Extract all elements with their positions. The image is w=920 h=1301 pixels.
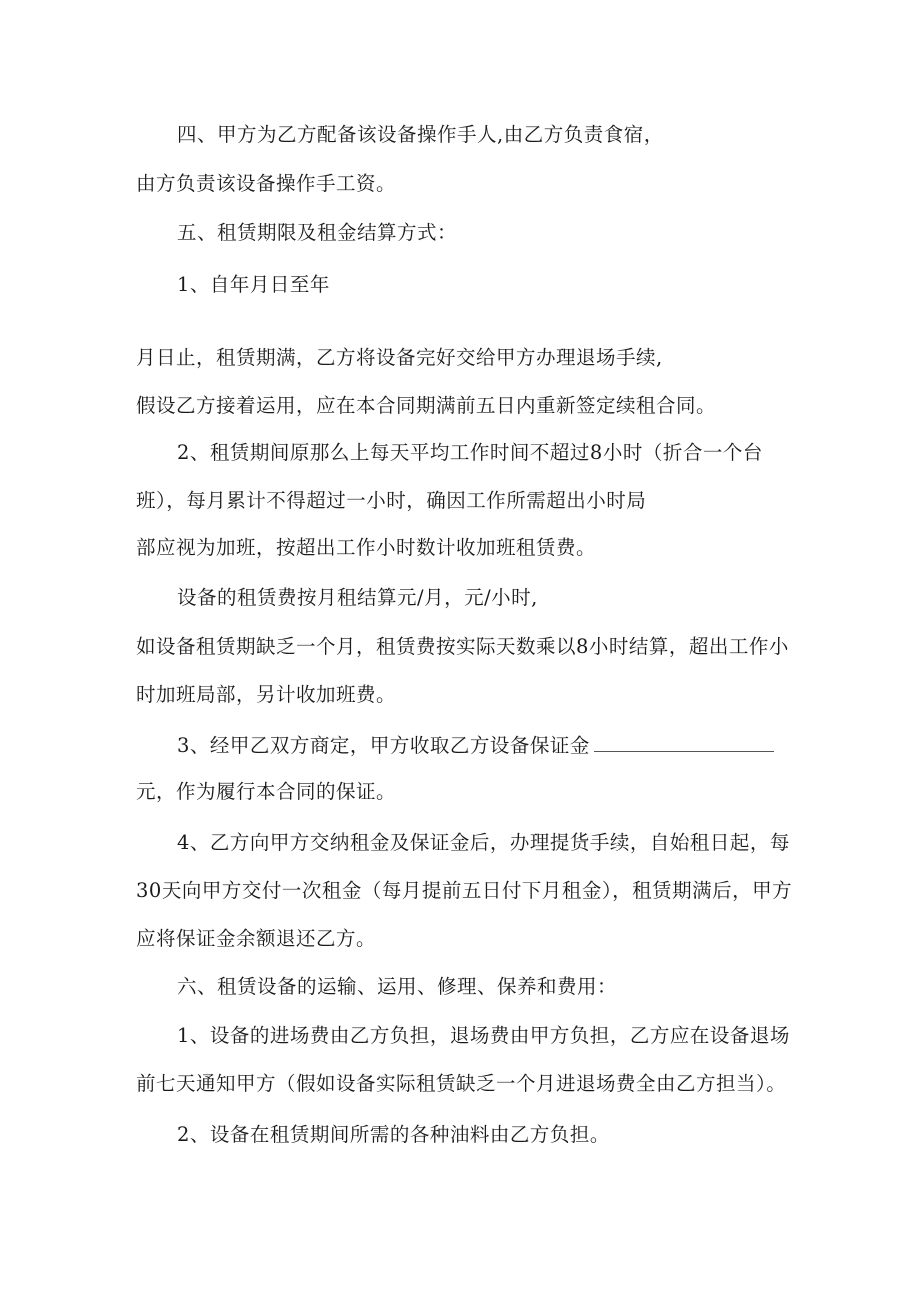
paragraph-line: 时加班局部，另计收加班费。 [136, 683, 397, 706]
paragraph-line [177, 733, 774, 759]
paragraph-line: 元，作为履行本合同的保证。 [136, 780, 397, 803]
paragraph-line: 设备的租赁费按月租结算元/月，元/小时, [177, 586, 538, 609]
paragraph-line: 应将保证金余额退还乙方。 [136, 927, 377, 950]
paragraph-line: 1、自年月日至年 [177, 273, 330, 296]
paragraph-line: 班），每月累计不得超过一小时，确因工作所需超出小时局 [136, 489, 647, 512]
paragraph-line: 1、设备的进场费由乙方负担，退场费由甲方负担，乙方应在设备退场 [177, 1024, 790, 1047]
paragraph-line: 30天向甲方交付一次租金（每月提前五日付下月租金），租赁期满后，甲方 [136, 879, 793, 902]
paragraph-line: 四、甲方为乙方配备该设备操作手人,由乙方负责食宿， [177, 123, 664, 146]
paragraph-line: 如设备租赁期缺乏一个月，租赁费按实际天数乘以8小时结算，超出工作小 [136, 635, 789, 658]
paragraph-line: 月日止，租赁期满，乙方将设备完好交给甲方办理退场手续, [136, 346, 663, 369]
deposit-amount-blank [594, 733, 774, 752]
deposit-text: 3、经甲乙双方商定，甲方收取乙方设备保证金 [177, 734, 590, 757]
paragraph-line: 部应视为加班，按超出工作小时数计收加班租赁费。 [136, 536, 597, 559]
paragraph-line: 由方负责该设备操作手工资。 [136, 172, 397, 195]
section-heading: 六、租赁设备的运输、运用、修理、保养和费用： [177, 975, 618, 998]
paragraph-line: 4、乙方向甲方交纳租金及保证金后，办理提货手续，自始租日起，每 [177, 831, 790, 854]
paragraph-line: 假设乙方接着运用，应在本合同期满前五日内重新签定续租合同。 [136, 394, 717, 417]
paragraph-line: 2、租赁期间原那么上每天平均工作时间不超过8小时（折合一个台 [177, 441, 763, 464]
paragraph-line: 2、设备在租赁期间所需的各种油料由乙方负担。 [177, 1123, 610, 1146]
section-heading: 五、租赁期限及租金结算方式： [177, 221, 458, 244]
paragraph-line: 前七天通知甲方（假如设备实际租赁缺乏一个月进退场费全由乙方担当）。 [136, 1072, 787, 1095]
